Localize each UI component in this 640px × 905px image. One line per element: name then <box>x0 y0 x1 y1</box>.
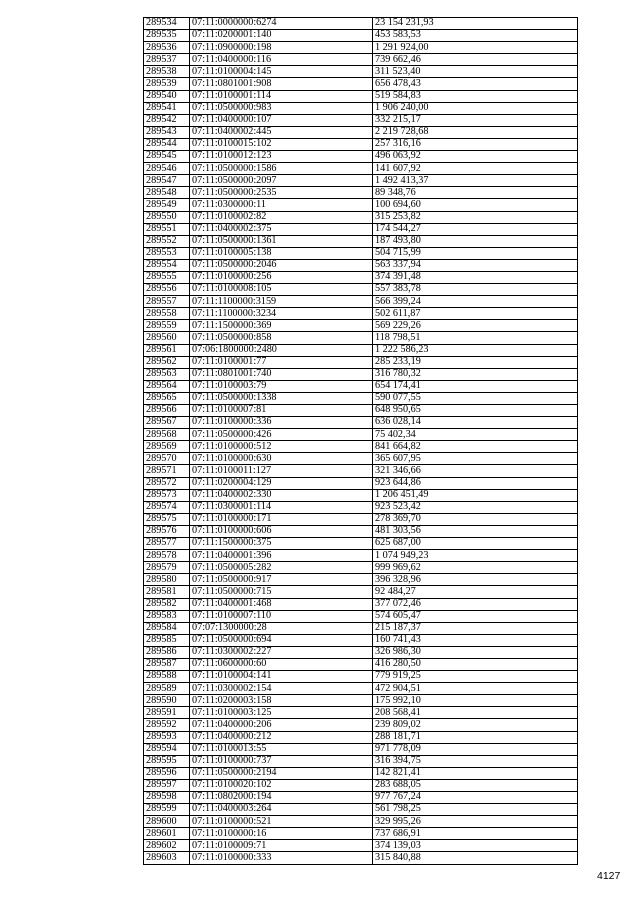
table-row <box>144 259 578 271</box>
table-body <box>144 18 578 865</box>
row-number-cell: 289575 <box>144 513 190 525</box>
value-cell: 215 187,37 <box>373 622 578 634</box>
row-number-cell: 289569 <box>144 441 190 453</box>
table-row <box>144 429 578 441</box>
cadastral-number-cell: 07:11:0900000:198 <box>190 42 373 54</box>
cadastral-number-cell: 07:11:0100000:256 <box>190 271 373 283</box>
row-number-cell: 289546 <box>144 163 190 175</box>
value-cell: 315 253,82 <box>373 211 578 223</box>
value-cell: 396 328,96 <box>373 574 578 586</box>
table-row <box>144 525 578 537</box>
table-row <box>144 211 578 223</box>
value-cell: 481 303,56 <box>373 525 578 537</box>
cadastral-number-cell: 07:11:0200003:158 <box>190 695 373 707</box>
cadastral-number-cell: 07:11:0100004:145 <box>190 66 373 78</box>
row-number-cell: 289590 <box>144 695 190 707</box>
row-number-cell: 289595 <box>144 755 190 767</box>
page-number: 4127 <box>597 870 621 882</box>
row-number-cell: 289545 <box>144 151 190 163</box>
table-row <box>144 671 578 683</box>
table-row <box>144 538 578 550</box>
cadastral-number-cell: 07:11:0100004:141 <box>190 671 373 683</box>
table-row <box>144 163 578 175</box>
value-cell: 321 346,66 <box>373 465 578 477</box>
value-cell: 496 063,92 <box>373 151 578 163</box>
table-row <box>144 199 578 211</box>
row-number-cell: 289565 <box>144 392 190 404</box>
table-row <box>144 54 578 66</box>
cadastral-number-cell: 07:11:0100012:123 <box>190 151 373 163</box>
cadastral-number-cell: 07:11:0400002:445 <box>190 126 373 138</box>
value-cell: 453 583,53 <box>373 30 578 42</box>
value-cell: 923 523,42 <box>373 501 578 513</box>
cadastral-number-cell: 07:11:0500000:426 <box>190 429 373 441</box>
row-number-cell: 289552 <box>144 235 190 247</box>
cadastral-number-cell: 07:11:0500000:715 <box>190 586 373 598</box>
value-cell: 519 584,83 <box>373 90 578 102</box>
row-number-cell: 289594 <box>144 743 190 755</box>
cadastral-number-cell: 07:11:0100000:16 <box>190 828 373 840</box>
value-cell: 118 798,51 <box>373 332 578 344</box>
cadastral-number-cell: 07:11:1100000:3159 <box>190 296 373 308</box>
value-cell: 332 215,17 <box>373 114 578 126</box>
value-cell: 557 383,78 <box>373 284 578 296</box>
cadastral-number-cell: 07:11:0100020:102 <box>190 779 373 791</box>
value-cell: 257 316,16 <box>373 138 578 150</box>
cadastral-number-cell: 07:11:0500000:1338 <box>190 392 373 404</box>
value-cell: 175 992,10 <box>373 695 578 707</box>
table-row <box>144 779 578 791</box>
row-number-cell: 289582 <box>144 598 190 610</box>
value-cell: 841 664,82 <box>373 441 578 453</box>
value-cell: 174 544,27 <box>373 223 578 235</box>
row-number-cell: 289548 <box>144 187 190 199</box>
value-cell: 326 986,30 <box>373 646 578 658</box>
cadastral-number-cell: 07:11:0801001:908 <box>190 78 373 90</box>
cadastral-number-cell: 07:11:0500000:858 <box>190 332 373 344</box>
table-row <box>144 441 578 453</box>
cadastral-number-cell: 07:11:0100000:512 <box>190 441 373 453</box>
cadastral-number-cell: 07:11:0100000:171 <box>190 513 373 525</box>
table-row <box>144 550 578 562</box>
cadastral-number-cell: 07:11:0100007:110 <box>190 610 373 622</box>
row-number-cell: 289581 <box>144 586 190 598</box>
value-cell: 100 694,60 <box>373 199 578 211</box>
row-number-cell: 289543 <box>144 126 190 138</box>
value-cell: 923 644,86 <box>373 477 578 489</box>
value-cell: 1 074 949,23 <box>373 550 578 562</box>
table-row <box>144 344 578 356</box>
row-number-cell: 289547 <box>144 175 190 187</box>
table-row <box>144 417 578 429</box>
cadastral-number-cell: 07:11:0500000:694 <box>190 634 373 646</box>
value-cell: 563 337,94 <box>373 259 578 271</box>
row-number-cell: 289551 <box>144 223 190 235</box>
cadastral-number-cell: 07:11:1500000:375 <box>190 538 373 550</box>
value-cell: 316 394,75 <box>373 755 578 767</box>
table-row <box>144 320 578 332</box>
row-number-cell: 289558 <box>144 308 190 320</box>
cadastral-number-cell: 07:11:0600000:60 <box>190 658 373 670</box>
value-cell: 374 139,03 <box>373 840 578 852</box>
value-cell: 315 840,88 <box>373 852 578 864</box>
value-cell: 1 492 413,37 <box>373 175 578 187</box>
value-cell: 625 687,00 <box>373 538 578 550</box>
table-row <box>144 30 578 42</box>
table-row <box>144 78 578 90</box>
table-row <box>144 501 578 513</box>
cadastral-number-cell: 07:11:0500000:2535 <box>190 187 373 199</box>
cadastral-number-cell: 07:11:0100009:71 <box>190 840 373 852</box>
cadastral-number-cell: 07:06:1800000:2480 <box>190 344 373 356</box>
cadastral-number-cell: 07:11:0100000:333 <box>190 852 373 864</box>
value-cell: 92 484,27 <box>373 586 578 598</box>
row-number-cell: 289544 <box>144 138 190 150</box>
cadastral-number-cell: 07:11:0300002:227 <box>190 646 373 658</box>
cadastral-number-cell: 07:11:0100000:336 <box>190 417 373 429</box>
value-cell: 999 969,62 <box>373 562 578 574</box>
table-row <box>144 405 578 417</box>
value-cell: 1 222 586,23 <box>373 344 578 356</box>
value-cell: 311 523,40 <box>373 66 578 78</box>
row-number-cell: 289541 <box>144 102 190 114</box>
row-number-cell: 289550 <box>144 211 190 223</box>
row-number-cell: 289597 <box>144 779 190 791</box>
table-row <box>144 828 578 840</box>
row-number-cell: 289538 <box>144 66 190 78</box>
table-row <box>144 465 578 477</box>
value-cell: 374 391,48 <box>373 271 578 283</box>
cadastral-number-cell: 07:11:1100000:3234 <box>190 308 373 320</box>
cadastral-number-cell: 07:11:0801001:740 <box>190 368 373 380</box>
value-cell: 502 611,87 <box>373 308 578 320</box>
value-cell: 23 154 231,93 <box>373 18 578 30</box>
row-number-cell: 289598 <box>144 792 190 804</box>
value-cell: 1 291 924,00 <box>373 42 578 54</box>
cadastral-number-cell: 07:11:0100005:138 <box>190 247 373 259</box>
table-row <box>144 296 578 308</box>
cadastral-number-cell: 07:11:0000000:6274 <box>190 18 373 30</box>
row-number-cell: 289553 <box>144 247 190 259</box>
table-row <box>144 392 578 404</box>
value-cell: 285 233,19 <box>373 356 578 368</box>
table-row <box>144 102 578 114</box>
table-row <box>144 90 578 102</box>
table-row <box>144 356 578 368</box>
row-number-cell: 289571 <box>144 465 190 477</box>
row-number-cell: 289568 <box>144 429 190 441</box>
row-number-cell: 289554 <box>144 259 190 271</box>
table-row <box>144 622 578 634</box>
table-row <box>144 816 578 828</box>
cadastral-number-cell: 07:11:0500000:2097 <box>190 175 373 187</box>
table-row <box>144 683 578 695</box>
cadastral-number-cell: 07:11:0400000:116 <box>190 54 373 66</box>
value-cell: 160 741,43 <box>373 634 578 646</box>
cadastral-number-cell: 07:11:0400003:264 <box>190 804 373 816</box>
table-row <box>144 284 578 296</box>
cadastral-value-table <box>143 17 578 865</box>
cadastral-number-cell: 07:11:0500000:1586 <box>190 163 373 175</box>
table-row <box>144 18 578 30</box>
cadastral-number-cell: 07:11:0500000:983 <box>190 102 373 114</box>
value-cell: 329 995,26 <box>373 816 578 828</box>
cadastral-number-cell: 07:11:0100003:125 <box>190 707 373 719</box>
table-row <box>144 151 578 163</box>
row-number-cell: 289573 <box>144 489 190 501</box>
table-row <box>144 658 578 670</box>
cadastral-number-cell: 07:11:0100001:77 <box>190 356 373 368</box>
value-cell: 416 280,50 <box>373 658 578 670</box>
row-number-cell: 289588 <box>144 671 190 683</box>
row-number-cell: 289602 <box>144 840 190 852</box>
row-number-cell: 289589 <box>144 683 190 695</box>
row-number-cell: 289535 <box>144 30 190 42</box>
cadastral-number-cell: 07:11:0500000:1361 <box>190 235 373 247</box>
table-row <box>144 840 578 852</box>
table-row <box>144 792 578 804</box>
cadastral-number-cell: 07:11:0100011:127 <box>190 465 373 477</box>
table-row <box>144 368 578 380</box>
table-row <box>144 646 578 658</box>
cadastral-number-cell: 07:11:0802000:194 <box>190 792 373 804</box>
table-row <box>144 634 578 646</box>
table-row <box>144 562 578 574</box>
cadastral-number-cell: 07:11:0100000:737 <box>190 755 373 767</box>
table-row <box>144 271 578 283</box>
value-cell: 561 798,25 <box>373 804 578 816</box>
row-number-cell: 289584 <box>144 622 190 634</box>
row-number-cell: 289555 <box>144 271 190 283</box>
value-cell: 89 348,76 <box>373 187 578 199</box>
table-row <box>144 731 578 743</box>
cadastral-number-cell: 07:11:0100002:82 <box>190 211 373 223</box>
row-number-cell: 289572 <box>144 477 190 489</box>
cadastral-number-cell: 07:11:0300002:154 <box>190 683 373 695</box>
row-number-cell: 289601 <box>144 828 190 840</box>
value-cell: 656 478,43 <box>373 78 578 90</box>
table-row <box>144 489 578 501</box>
row-number-cell: 289556 <box>144 284 190 296</box>
row-number-cell: 289574 <box>144 501 190 513</box>
cadastral-number-cell: 07:11:0400002:330 <box>190 489 373 501</box>
value-cell: 574 605,47 <box>373 610 578 622</box>
row-number-cell: 289585 <box>144 634 190 646</box>
table-row <box>144 598 578 610</box>
value-cell: 590 077,55 <box>373 392 578 404</box>
table-row <box>144 574 578 586</box>
table-row <box>144 477 578 489</box>
value-cell: 971 778,09 <box>373 743 578 755</box>
cadastral-number-cell: 07:11:0200001:140 <box>190 30 373 42</box>
value-cell: 2 219 728,68 <box>373 126 578 138</box>
cadastral-number-cell: 07:11:0300000:11 <box>190 199 373 211</box>
value-cell: 504 715,99 <box>373 247 578 259</box>
cadastral-number-cell: 07:11:0500005:282 <box>190 562 373 574</box>
table-row <box>144 743 578 755</box>
table-row <box>144 126 578 138</box>
cadastral-number-cell: 07:11:0100000:630 <box>190 453 373 465</box>
value-cell: 1 906 240,00 <box>373 102 578 114</box>
row-number-cell: 289534 <box>144 18 190 30</box>
row-number-cell: 289567 <box>144 417 190 429</box>
row-number-cell: 289599 <box>144 804 190 816</box>
value-cell: 141 607,92 <box>373 163 578 175</box>
row-number-cell: 289586 <box>144 646 190 658</box>
cadastral-number-cell: 07:11:0500000:917 <box>190 574 373 586</box>
table-row <box>144 767 578 779</box>
table-row <box>144 380 578 392</box>
value-cell: 977 767,24 <box>373 792 578 804</box>
value-cell: 187 493,80 <box>373 235 578 247</box>
table-row <box>144 513 578 525</box>
cadastral-number-cell: 07:11:0400002:375 <box>190 223 373 235</box>
cadastral-number-cell: 07:11:0400001:396 <box>190 550 373 562</box>
value-cell: 636 028,14 <box>373 417 578 429</box>
value-cell: 377 072,46 <box>373 598 578 610</box>
table-row <box>144 66 578 78</box>
row-number-cell: 289563 <box>144 368 190 380</box>
value-cell: 75 402,34 <box>373 429 578 441</box>
table-row <box>144 235 578 247</box>
table-row <box>144 695 578 707</box>
cadastral-number-cell: 07:11:0500000:2194 <box>190 767 373 779</box>
table-row <box>144 175 578 187</box>
value-cell: 239 809,02 <box>373 719 578 731</box>
cadastral-number-cell: 07:11:0100001:114 <box>190 90 373 102</box>
row-number-cell: 289561 <box>144 344 190 356</box>
row-number-cell: 289562 <box>144 356 190 368</box>
row-number-cell: 289578 <box>144 550 190 562</box>
value-cell: 566 399,24 <box>373 296 578 308</box>
table-row <box>144 223 578 235</box>
row-number-cell: 289580 <box>144 574 190 586</box>
table-row <box>144 247 578 259</box>
cadastral-number-cell: 07:11:0100013:55 <box>190 743 373 755</box>
table-row <box>144 852 578 864</box>
row-number-cell: 289557 <box>144 296 190 308</box>
value-cell: 569 229,26 <box>373 320 578 332</box>
value-cell: 739 662,46 <box>373 54 578 66</box>
table-row <box>144 453 578 465</box>
value-cell: 142 821,41 <box>373 767 578 779</box>
row-number-cell: 289583 <box>144 610 190 622</box>
cadastral-number-cell: 07:11:1500000:369 <box>190 320 373 332</box>
row-number-cell: 289579 <box>144 562 190 574</box>
cadastral-number-cell: 07:11:0400000:212 <box>190 731 373 743</box>
cadastral-number-cell: 07:11:0200004:129 <box>190 477 373 489</box>
value-cell: 779 919,25 <box>373 671 578 683</box>
value-cell: 365 607,95 <box>373 453 578 465</box>
value-cell: 1 206 451,49 <box>373 489 578 501</box>
value-cell: 654 174,41 <box>373 380 578 392</box>
row-number-cell: 289559 <box>144 320 190 332</box>
row-number-cell: 289596 <box>144 767 190 779</box>
value-cell: 316 780,32 <box>373 368 578 380</box>
row-number-cell: 289540 <box>144 90 190 102</box>
cadastral-number-cell: 07:07:1300000:28 <box>190 622 373 634</box>
row-number-cell: 289570 <box>144 453 190 465</box>
row-number-cell: 289549 <box>144 199 190 211</box>
table-row <box>144 42 578 54</box>
row-number-cell: 289600 <box>144 816 190 828</box>
table-row <box>144 804 578 816</box>
row-number-cell: 289564 <box>144 380 190 392</box>
row-number-cell: 289539 <box>144 78 190 90</box>
cadastral-number-cell: 07:11:0400001:468 <box>190 598 373 610</box>
cadastral-number-cell: 07:11:0400000:107 <box>190 114 373 126</box>
table-row <box>144 586 578 598</box>
table-row <box>144 187 578 199</box>
table-row <box>144 308 578 320</box>
row-number-cell: 289593 <box>144 731 190 743</box>
table-row <box>144 138 578 150</box>
value-cell: 648 950,65 <box>373 405 578 417</box>
cadastral-number-cell: 07:11:0400000:206 <box>190 719 373 731</box>
table-row <box>144 332 578 344</box>
cadastral-number-cell: 07:11:0100015:102 <box>190 138 373 150</box>
cadastral-number-cell: 07:11:0100000:606 <box>190 525 373 537</box>
row-number-cell: 289577 <box>144 538 190 550</box>
table-row <box>144 755 578 767</box>
cadastral-number-cell: 07:11:0100007:81 <box>190 405 373 417</box>
value-cell: 737 686,91 <box>373 828 578 840</box>
cadastral-number-cell: 07:11:0100003:79 <box>190 380 373 392</box>
row-number-cell: 289592 <box>144 719 190 731</box>
row-number-cell: 289591 <box>144 707 190 719</box>
row-number-cell: 289560 <box>144 332 190 344</box>
value-cell: 278 369,70 <box>373 513 578 525</box>
row-number-cell: 289603 <box>144 852 190 864</box>
cadastral-number-cell: 07:11:0500000:2046 <box>190 259 373 271</box>
row-number-cell: 289542 <box>144 114 190 126</box>
row-number-cell: 289537 <box>144 54 190 66</box>
table-row <box>144 114 578 126</box>
row-number-cell: 289587 <box>144 658 190 670</box>
row-number-cell: 289536 <box>144 42 190 54</box>
cadastral-number-cell: 07:11:0300001:114 <box>190 501 373 513</box>
value-cell: 208 568,41 <box>373 707 578 719</box>
cadastral-number-cell: 07:11:0100008:105 <box>190 284 373 296</box>
value-cell: 283 688,05 <box>373 779 578 791</box>
row-number-cell: 289566 <box>144 405 190 417</box>
cadastral-number-cell: 07:11:0100000:521 <box>190 816 373 828</box>
value-cell: 288 181,71 <box>373 731 578 743</box>
table-row <box>144 610 578 622</box>
row-number-cell: 289576 <box>144 525 190 537</box>
table-row <box>144 719 578 731</box>
value-cell: 472 904,51 <box>373 683 578 695</box>
table-row <box>144 707 578 719</box>
